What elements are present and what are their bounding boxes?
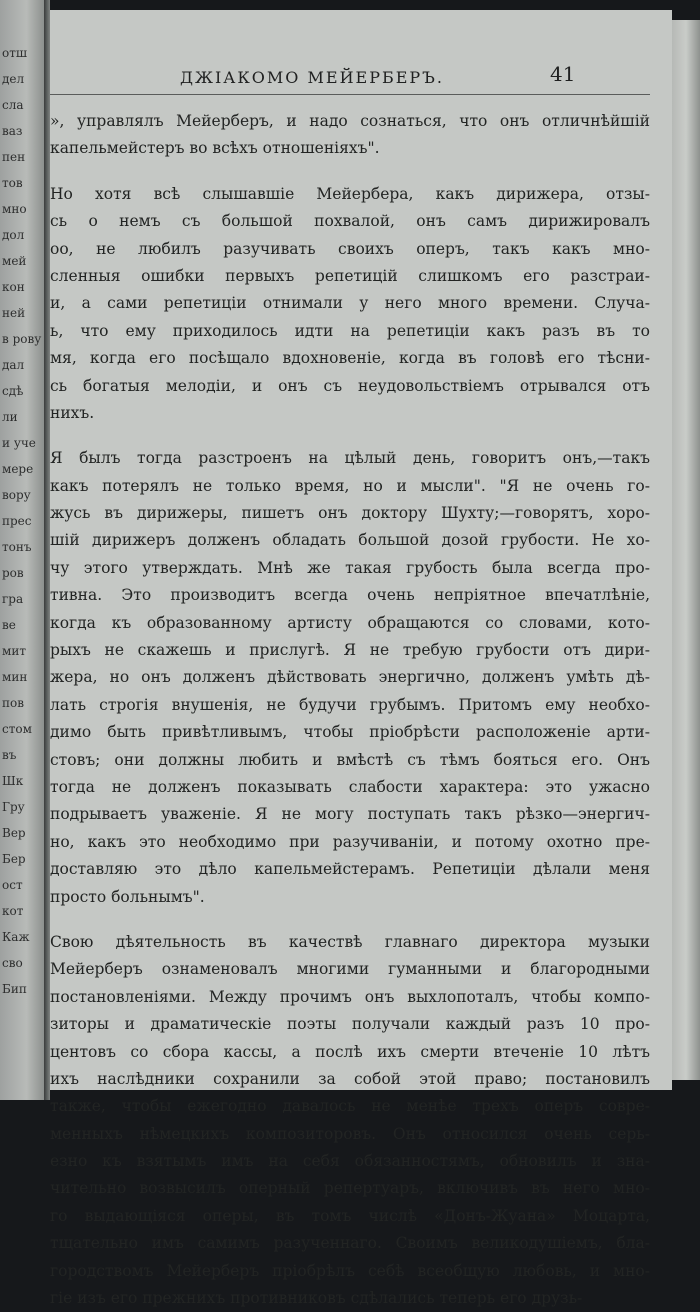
text-line: рыхъ не скажешь и прислугѣ. Я не требую грубости отъ дири- <box>50 641 650 660</box>
running-header <box>50 58 650 95</box>
text-line: мя, когда его посѣщало вдохновеніе, когда въ головѣ его тѣсни- <box>50 349 650 368</box>
text-line: ихъ наслѣдники сохранили за собой этой право; постановилъ <box>50 1069 650 1088</box>
left-page-fragment: мей <box>2 254 27 268</box>
text-line: стовъ; они должны любить и вмѣстѣ съ тѣмъ бояться его. Онъ <box>50 750 650 769</box>
left-page-fragment: ней <box>2 306 26 320</box>
text-line: шій дирижеръ долженъ обладать большой дозой грубости. Не хо- <box>50 531 650 550</box>
left-page-fragment: отш <box>2 46 28 60</box>
left-page-fragment: ост <box>2 878 23 892</box>
left-page-fragment: в рову <box>2 332 42 346</box>
left-page-fragment: Каж <box>2 930 30 944</box>
text-line: жера, но онъ долженъ дѣйствовать энергично, долженъ умѣть дѣ- <box>50 668 650 687</box>
text-line: подрываетъ уваженіе. Я не могу поступать такъ рѣзко—энергич- <box>50 805 650 824</box>
text-line: Но хотя всѣ слышавшіе Мейербера, какъ дирижера, отзы- <box>50 184 650 203</box>
left-page-fragment: и уче <box>2 436 36 450</box>
left-facing-page <box>0 0 46 1100</box>
left-page-fragment: Вер <box>2 826 26 840</box>
left-page-fragment: мин <box>2 670 28 684</box>
text-line: когда къ образованному артисту обращаются со словами, кото- <box>50 613 650 632</box>
paragraph-gap <box>50 163 650 181</box>
text-line: го выдающіяся оперы, въ томъ числѣ «Донъ-Жуана» Моцарта, <box>50 1206 650 1225</box>
left-page-fragment: гра <box>2 592 24 606</box>
text-line: постановленіями. Между прочимъ онъ выхлопоталъ, чтобы компо- <box>50 987 650 1006</box>
left-page-fragment: Бип <box>2 982 27 996</box>
left-page-fragment: пен <box>2 150 26 164</box>
left-page-text-fragments <box>2 40 42 1002</box>
text-line: капельмейстеръ во всѣхъ отношеніяхъ". <box>50 139 380 158</box>
body-text <box>50 108 650 1312</box>
text-line: сь о немъ съ большой похвалой, онъ самъ дирижировалъ <box>50 212 650 231</box>
left-page-fragment: вору <box>2 488 31 502</box>
left-page-fragment: ли <box>2 410 18 424</box>
text-line: Мейерберъ ознаменовалъ многими гуманными и благородными <box>50 960 650 979</box>
left-page-fragment: сдѣ <box>2 384 24 398</box>
paragraph-gap <box>50 911 650 929</box>
left-page-fragment: дал <box>2 358 25 372</box>
text-line: тивна. Это производитъ всегда очень непріятное впечатлѣніе, <box>50 586 650 605</box>
text-line: но, какъ это необходимо при разучиваніи, и потому охотно пре- <box>50 832 650 851</box>
left-page-fragment: мере <box>2 462 34 476</box>
left-page-fragment: Гру <box>2 800 25 814</box>
left-page-fragment: дол <box>2 228 25 242</box>
text-line: сленныя ошибки первыхъ репетицій слишкомъ его разстраи- <box>50 266 650 285</box>
page-edge-stack <box>672 20 700 1080</box>
left-page-fragment: прес <box>2 514 32 528</box>
text-line: димо быть привѣтливымъ, чтобы пріобрѣсти расположеніе арти- <box>50 723 650 742</box>
left-page-fragment: стом <box>2 722 32 736</box>
text-line: зиторы и драматическіе поэты получали каждый разъ 10 про- <box>50 1015 650 1034</box>
paragraph-gap <box>50 427 650 445</box>
text-line: чу этого утверждать. Мнѣ же такая грубость была всегда про- <box>50 558 650 577</box>
text-line: лать строгія внушенія, не будучи грубымъ. Притомъ ему необхо- <box>50 695 650 714</box>
left-page-fragment: мит <box>2 644 26 658</box>
text-line: сь богатыя мелодіи, и онъ съ неудовольствіемъ отрывался отъ <box>50 376 650 395</box>
left-page-fragment: тонъ <box>2 540 32 554</box>
text-line: менныхъ нѣмецкихъ композиторовъ. Онъ относился очень серь- <box>50 1124 650 1143</box>
text-line: ь, что ему приходилось идти на репетиціи какъ разъ въ то <box>50 321 650 340</box>
left-page-fragment: Шк <box>2 774 24 788</box>
left-page-fragment: ве <box>2 618 16 632</box>
text-line: чительно возвысилъ оперный репертуаръ, включивъ въ него мно- <box>50 1179 650 1198</box>
left-page-fragment: кот <box>2 904 24 918</box>
left-page-fragment: сла <box>2 98 24 112</box>
text-line: езно къ взятымъ имъ на себя обязанностямъ, обновилъ и зна- <box>50 1152 650 1171</box>
left-page-fragment: Бер <box>2 852 26 866</box>
left-page-fragment: въ <box>2 748 17 762</box>
text-line: центовъ со сбора кассы, а послѣ ихъ смерти втеченіе 10 лѣтъ <box>50 1042 650 1061</box>
text-line: оо, не любилъ разучивать своихъ оперъ, такъ какъ мно- <box>50 239 650 258</box>
page-number: 41 <box>550 62 576 86</box>
text-line: также, чтобы ежегодно давалось не менѣе трехъ оперъ совре- <box>50 1097 650 1116</box>
text-line: гіе изъ его прежнихъ противниковъ сдѣлались теперь его друзь- <box>50 1289 583 1308</box>
text-line: городствомъ Мейерберъ пріобрѣлъ себѣ всеобщую любовь, и мно- <box>50 1261 650 1280</box>
left-page-fragment: сво <box>2 956 23 970</box>
left-page-fragment: ров <box>2 566 24 580</box>
running-title: ДЖІАКОМО МЕЙЕРБЕРЪ. <box>180 68 444 87</box>
left-page-fragment: пов <box>2 696 24 710</box>
text-line: жусь въ дирижеры, пишетъ онъ доктору Шухту;—говорятъ, хоро- <box>50 504 650 523</box>
text-line: доставляю это дѣло капельмейстерамъ. Репетиціи дѣлали меня <box>50 860 650 879</box>
left-page-fragment: мно <box>2 202 27 216</box>
text-line: », управлялъ Мейерберъ, и надо сознаться, что онъ отличнѣйшій <box>50 112 650 130</box>
left-page-fragment: дел <box>2 72 25 86</box>
left-page-fragment: ваз <box>2 124 23 138</box>
book-page <box>50 10 672 1308</box>
text-line: просто больнымъ". <box>50 887 205 906</box>
text-line: Свою дѣятельность въ качествѣ главнаго директора музыки <box>50 932 650 951</box>
left-page-fragment: кон <box>2 280 25 294</box>
text-line: тогда не долженъ показывать слабости характера: это ужасно <box>50 777 650 796</box>
left-page-fragment: тов <box>2 176 23 190</box>
text-line: Я былъ тогда разстроенъ на цѣлый день, говоритъ онъ,—такъ <box>50 449 650 468</box>
text-line: тщательно имъ самимъ разученнаго. Своимъ великодушіемъ, бла- <box>50 1234 650 1253</box>
text-line: какъ потерялъ не только время, но и мысли". "Я не очень го- <box>50 476 650 495</box>
text-line: нихъ. <box>50 403 95 422</box>
text-line: и, а сами репетиціи отнимали у него много времени. Случа- <box>50 294 650 313</box>
